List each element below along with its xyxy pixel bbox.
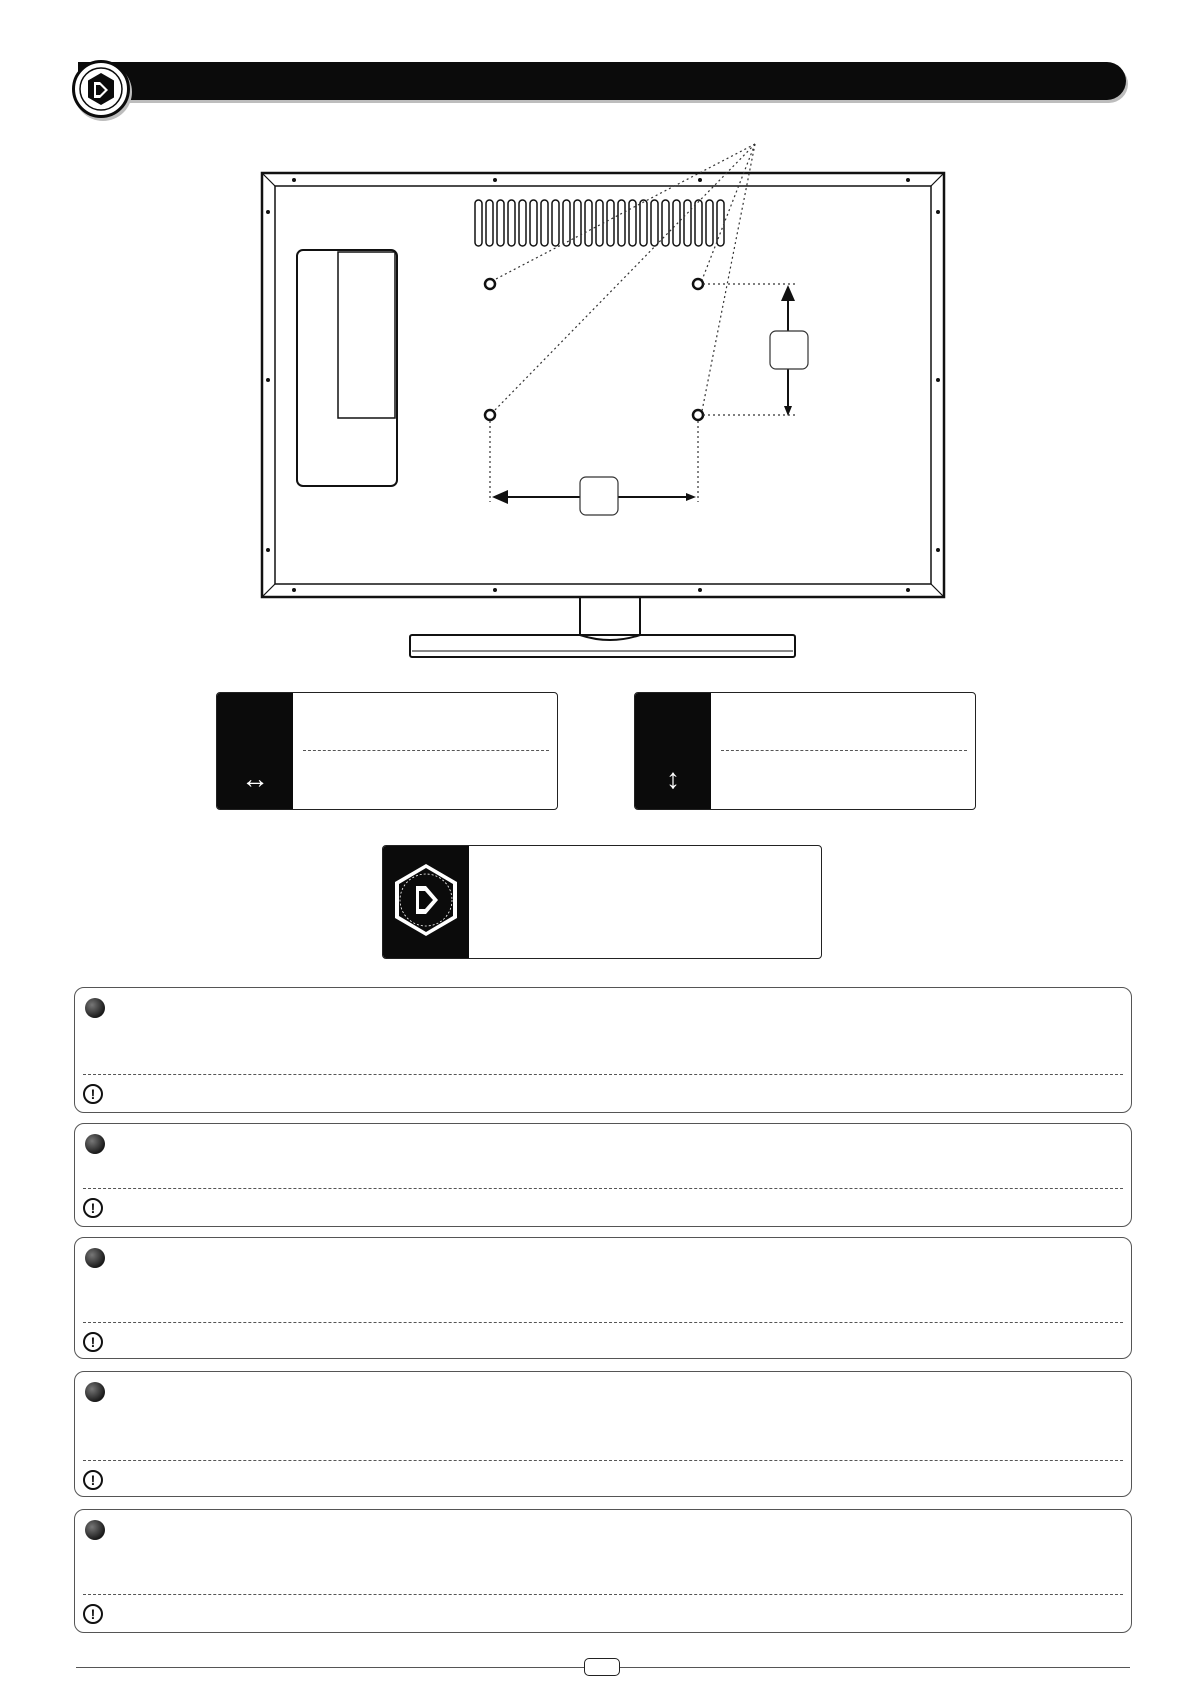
tv-rear-mounting-diagram: [250, 140, 970, 670]
divider: [303, 750, 549, 751]
step-panel-3: [74, 1237, 1132, 1359]
vesa-badge-panel: [383, 846, 469, 958]
divider: [83, 1460, 1123, 1461]
warning-icon: !: [83, 1470, 103, 1490]
horizontal-dimension-label-box: [580, 477, 618, 515]
divider: [83, 1188, 1123, 1189]
horizontal-double-arrow-icon: ↔: [241, 763, 269, 794]
vent-slots: [475, 200, 724, 246]
leader-lines: [494, 144, 755, 411]
warning-icon: !: [83, 1604, 103, 1624]
vesa-mounting-icon: [72, 60, 130, 118]
step-bullet: [85, 1134, 105, 1154]
vesa-description: [483, 886, 811, 908]
vesa-mounting-holes: [485, 279, 703, 420]
tv-frame-inner: [275, 186, 931, 584]
horizontal-label-top: [309, 715, 547, 737]
divider: [83, 1322, 1123, 1323]
vertical-label-bottom: [727, 763, 965, 785]
vertical-label-top: [727, 715, 965, 737]
divider: [721, 750, 967, 751]
vertical-double-arrow-icon: ↕: [666, 763, 680, 794]
vertical-dimension-label-box: [770, 331, 808, 369]
step-bullet: [85, 1382, 105, 1402]
step-bullet: [85, 1248, 105, 1268]
vesa-compliance-box: [382, 845, 822, 959]
warning-icon: !: [83, 1198, 103, 1218]
step-bullet: [85, 1520, 105, 1540]
divider: [83, 1074, 1123, 1075]
divider: [83, 1594, 1123, 1595]
warning-icon: !: [83, 1332, 103, 1352]
step-bullet: [85, 998, 105, 1018]
horizontal-label-bottom: [309, 763, 547, 785]
tv-stand-base: [410, 635, 795, 657]
step-panel-5: [74, 1509, 1132, 1633]
step-panel-4: [74, 1371, 1132, 1497]
tv-stand-neck: [580, 597, 640, 640]
step-panel-1: [74, 987, 1132, 1113]
horizontal-dimension-box: [216, 692, 558, 810]
vertical-dimension-box: [634, 692, 976, 810]
section-header-bar: [78, 62, 1126, 100]
rear-connector-panel: [297, 250, 397, 486]
step-panel-2: [74, 1123, 1132, 1227]
page-number: [584, 1658, 620, 1676]
vesa-compliant-badge-icon: [383, 846, 469, 957]
warning-icon: !: [83, 1084, 103, 1104]
